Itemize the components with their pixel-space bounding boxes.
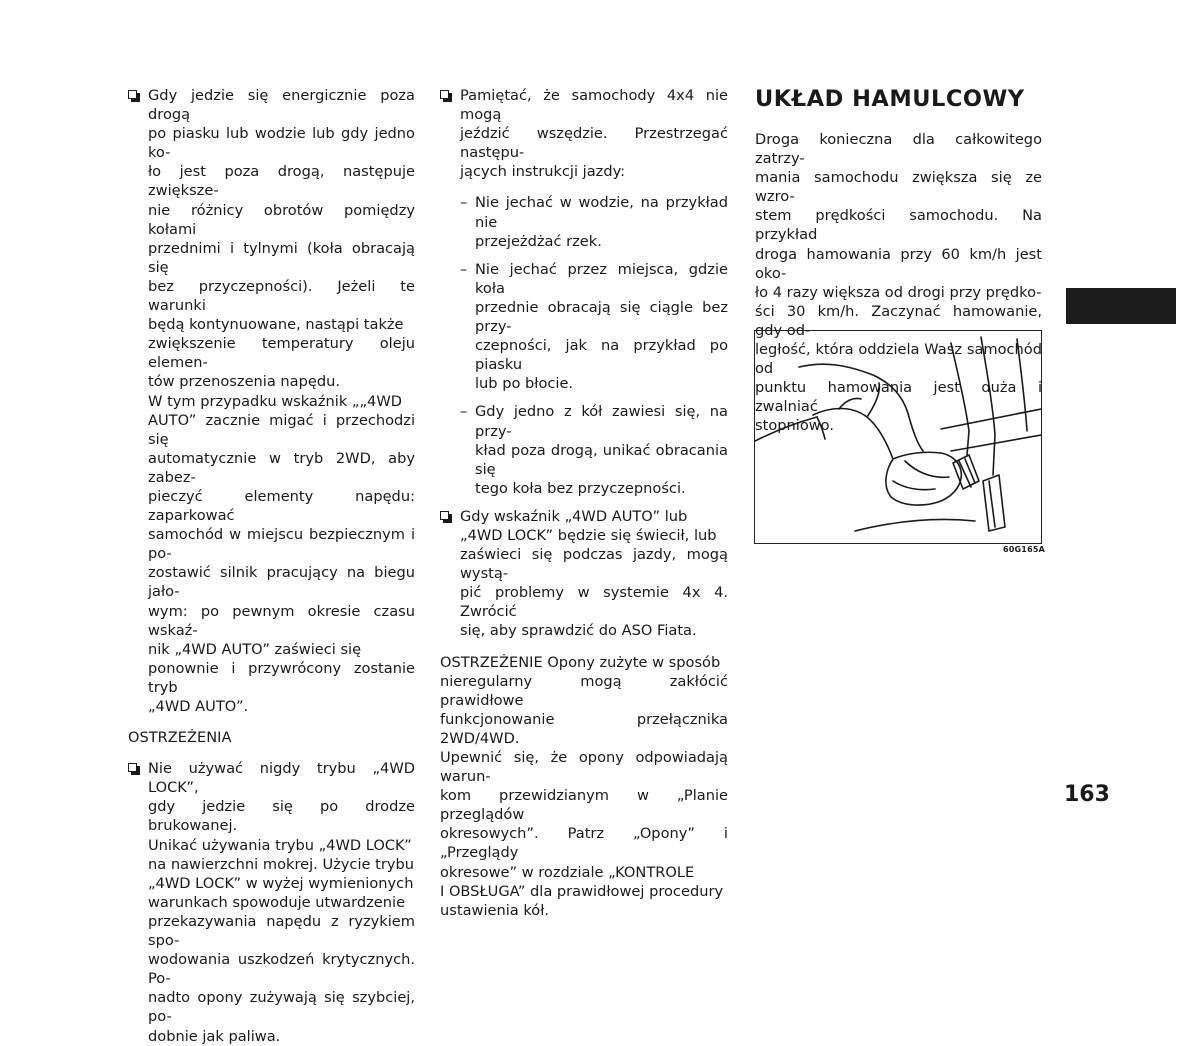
bullet-box-icon xyxy=(440,511,449,520)
chapter-tab xyxy=(1066,288,1176,324)
text-line: OSTRZEŻENIE Opony zużyte w sposób xyxy=(440,653,721,671)
page-number: 163 xyxy=(1064,782,1110,807)
text-line: się, aby sprawdzić do ASO Fiata. xyxy=(460,622,697,640)
text-line: Gdy jedno z kół zawiesi się, na przy- xyxy=(475,403,728,440)
text-line: zaświeci się podczas jazdy, mogą wystą- xyxy=(460,546,728,583)
text-line: lub po błocie. xyxy=(475,375,574,393)
text-line: kład poza drogą, unikać obracania się xyxy=(475,441,728,478)
foot-on-brake-pedal-icon xyxy=(755,331,1041,543)
text-line: Nie jechać w wodzie, na przykład nie xyxy=(475,194,728,231)
text-line: będą kontynuowane, nastąpi także xyxy=(148,316,404,334)
text-line: samochód w miejscu bezpiecznym i po- xyxy=(148,526,415,563)
bullet-item xyxy=(128,759,415,1045)
text-line: automatycznie w tryb 2WD, aby zabez- xyxy=(148,449,415,486)
text-line: okresowe” w rozdziale „KONTROLE xyxy=(440,863,695,881)
text-line: ponownie i przywrócony zostanie tryb xyxy=(148,659,415,696)
text-line: ło 4 razy większa od drogi przy prędko- xyxy=(755,283,1042,301)
text-line: I OBSŁUGA” dla prawidłowej procedury xyxy=(440,882,724,900)
dash-mark: – xyxy=(460,260,468,278)
text-line: przednie obracają się ciągle bez przy- xyxy=(475,298,728,336)
text-line: przejeżdżać rzek. xyxy=(475,232,602,250)
text-line: ległość, która oddziela Wasz samochód od xyxy=(755,341,1042,378)
text-line: jeździć wszędzie. Przestrzegać następu- xyxy=(460,125,728,162)
text-line: ustawienia kół. xyxy=(440,901,550,919)
text-line: Pamiętać, że samochody 4x4 nie mogą xyxy=(460,87,728,124)
text-line: nieregularny mogą zakłócić prawidłowe xyxy=(440,672,728,709)
text-line: wodowania uszkodzeń krytycznych. Po- xyxy=(148,951,415,988)
dash-item xyxy=(440,402,728,497)
text-line: dobnie jak paliwa. xyxy=(148,1027,281,1045)
warning-paragraph xyxy=(440,653,728,920)
text-line: „4WD LOCK” w wyżej wymienionych xyxy=(148,874,414,892)
text-line: zwiększenie temperatury oleju elemen- xyxy=(148,335,415,372)
warning-title: OSTRZEŻENIA xyxy=(128,729,232,747)
text-line: W tym przypadku wskaźnik „„4WD xyxy=(148,392,403,410)
dash-mark: – xyxy=(460,403,468,421)
text-line: funkcjonowanie przełącznika 2WD/4WD. xyxy=(440,710,728,747)
text-line: nadto opony zużywają się szybciej, po- xyxy=(148,989,415,1026)
bullet-box-icon xyxy=(128,763,137,772)
text-line: tego koła bez przyczepności. xyxy=(475,479,686,497)
text-line: Droga konieczna dla całkowitego zatrzy- xyxy=(755,131,1042,168)
text-line: „4WD LOCK” będzie się świecił, lub xyxy=(460,526,717,544)
text-line: czepności, jak na przykład po piasku xyxy=(475,337,728,374)
bullet-box-icon xyxy=(440,90,449,99)
dash-item xyxy=(440,193,728,250)
bullet-item xyxy=(440,507,728,641)
text-line: na nawierzchni mokrej. Użycie trybu xyxy=(148,855,415,873)
text-line: AUTO” zacznie migać i przechodzi się xyxy=(148,411,415,448)
text-line: wym: po pewnym okresie czasu wskaź- xyxy=(148,602,415,639)
text-line: po piasku lub wodzie lub gdy jedno ko- xyxy=(148,125,415,162)
text-line: Gdy jedzie się energicznie poza drogą xyxy=(148,87,415,124)
dash-mark: – xyxy=(460,194,468,212)
text-line: kom przewidzianym w „Planie przeglądów xyxy=(440,787,728,824)
text-line: jących instrukcji jazdy: xyxy=(460,163,626,181)
text-line: okresowych”. Patrz „Opony” i „Przeglądy xyxy=(440,825,728,862)
text-line: pieczyć elementy napędu: zaparkować xyxy=(148,487,415,525)
bullet-item xyxy=(440,86,728,181)
text-line: stopniowo. xyxy=(755,417,834,435)
text-line: przednimi i tylnymi (koła obracają się xyxy=(148,239,415,276)
text-line: „4WD AUTO”. xyxy=(148,698,249,715)
text-line: mania samochodu zwiększa się ze wzro- xyxy=(755,169,1042,206)
text-line: stem prędkości samochodu. Na przykład xyxy=(755,207,1042,244)
text-line: Gdy wskaźnik „4WD AUTO” lub xyxy=(460,507,688,525)
text-line: nie różnicy obrotów pomiędzy kołami xyxy=(148,201,415,238)
text-line: bez przyczepności). Jeżeli te warunki xyxy=(148,277,415,315)
text-line: punktu hamowania jest duża i zwalniać xyxy=(755,379,1042,416)
section-heading: UKŁAD HAMULCOWY xyxy=(755,86,1025,112)
text-line: zostawić silnik pracujący na biegu jało- xyxy=(148,564,415,601)
text-line: gdy jedzie się po drodze brukowanej. xyxy=(148,798,415,835)
bullet-item xyxy=(128,86,415,716)
text-line: ło jest poza drogą, następuje zwiększe- xyxy=(148,163,415,200)
text-line: warunkach spowoduje utwardzenie xyxy=(148,893,406,911)
text-line: przekazywania napędu z ryzykiem spo- xyxy=(148,912,415,950)
text-line: ści 30 km/h. Zaczynać hamowanie, gdy od- xyxy=(755,302,1042,339)
dash-item xyxy=(440,260,728,394)
text-line: Nie jechać przez miejsca, gdzie koła xyxy=(475,260,728,297)
text-line: droga hamowania przy 60 km/h jest oko- xyxy=(755,245,1042,282)
text-line: Nie używać nigdy trybu „4WD LOCK”, xyxy=(148,760,415,797)
brake-pedal-figure xyxy=(754,330,1042,544)
figure-code: 60G165A xyxy=(1003,545,1045,554)
text-line: nik „4WD AUTO” zaświeci się xyxy=(148,640,362,658)
column-2 xyxy=(440,86,728,920)
text-line: Upewnić się, że opony odpowiadają warun- xyxy=(440,749,728,786)
text-line: pić problemy w systemie 4x 4. Zwrócić xyxy=(460,584,728,621)
column-1 xyxy=(128,86,415,1046)
text-line: tów przenoszenia napędu. xyxy=(148,373,341,391)
bullet-box-icon xyxy=(128,90,137,99)
text-line: Unikać używania trybu „4WD LOCK” xyxy=(148,836,412,854)
